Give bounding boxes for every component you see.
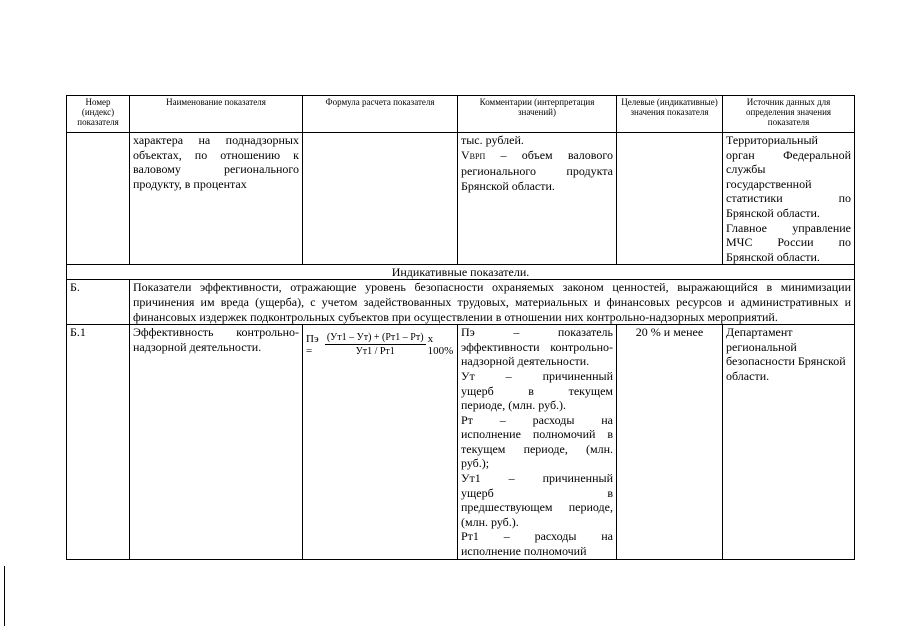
vrp-variable: V	[461, 147, 470, 162]
b1-comment-line: Пэ – показатель	[461, 325, 613, 340]
group-b-row	[67, 280, 855, 325]
b1-comment-line: Рт – расходы на	[461, 412, 613, 427]
vrp-subscript: ВРП	[469, 151, 486, 161]
cont-source-line: Территориальный	[726, 133, 818, 147]
cont-name-line: валовому регионального	[133, 162, 299, 177]
vrp-description: – объем валового регионального продукта Брянской области.	[461, 147, 613, 193]
formula-numerator: (Ут1 – Ут) + (Рт1 – Рт)	[326, 332, 424, 344]
cont-source-line: государственной	[726, 176, 812, 191]
b1-comment-line: исполнение полномочий в текущем периоде, (млн. руб.);	[461, 427, 613, 471]
b1-comment-line: исполнение полномочий	[461, 544, 587, 559]
b1-comment-line: эффективности контрольно-надзорной деятельности.	[461, 339, 613, 369]
b1-index: Б.1	[67, 325, 130, 560]
cont-source-cell	[723, 133, 855, 265]
b1-name: Эффективность контрольно-надзорной деятельности.	[130, 325, 303, 560]
b1-source: Департамент региональной безопасности Брянской области.	[723, 325, 855, 560]
group-b-index: Б.	[67, 280, 130, 325]
b1-comment-line: предшествующем периоде, (млн. руб.).	[461, 500, 613, 529]
row-b1	[67, 325, 855, 560]
cont-source-line: МЧС России по	[726, 235, 851, 250]
b1-comment-line: периоде, (млн. руб.).	[461, 398, 567, 413]
table-header-row	[67, 96, 855, 133]
group-b-text: Показатели эффективности, отражающие уровень безопасности охраняемых законом ценностей, выражающийся в минимизации причинения им вреда (ущерба), с учетом задействованных трудовых, материальных и финансовых ресурсов и административных и финансовых издержек подконтрольных субъектов при осуществлении в отношении них контрольно-надзорных мероприятий.	[130, 280, 855, 325]
header-comments: Комментарии (интерпретация значений)	[458, 96, 617, 133]
cont-name-line: объектах, по отношению к	[133, 147, 299, 162]
cont-name-cell	[130, 133, 303, 265]
table-row-continued	[67, 133, 855, 265]
efficiency-formula	[306, 325, 454, 358]
b1-formula-cell	[303, 325, 458, 560]
formula-denominator: Ут1 / Рт1	[355, 346, 395, 358]
cont-comment-cell	[458, 133, 617, 265]
section-row	[67, 265, 855, 280]
formula-lhs: Пэ =	[306, 332, 319, 357]
cont-source-line: Брянской области.	[726, 249, 820, 264]
cont-source-line: статистики по	[726, 191, 851, 206]
b1-comment-line: ущерб в текущем	[461, 383, 613, 398]
header-name: Наименование показателя	[130, 96, 303, 133]
indicators-table	[66, 95, 855, 560]
cont-name-line: характера на поднадзорных	[133, 133, 299, 147]
cont-formula-cell	[303, 133, 458, 265]
b1-comment-line: Рт1 – расходы на	[461, 529, 613, 544]
header-source: Источник данных для определения значения показателя	[723, 96, 855, 133]
cont-name-line: продукту, в процентах	[133, 176, 247, 191]
section-title: Индикативные показатели.	[67, 265, 855, 280]
header-formula: Формула расчета показателя	[303, 96, 458, 133]
cont-source-line: Брянской области.	[726, 205, 820, 220]
b1-comment-line: Ут1 – причиненный	[461, 471, 613, 486]
cont-comment-line: тыс. рублей.	[461, 133, 524, 147]
formula-fraction	[325, 331, 426, 358]
b1-comment-line: Ут – причиненный	[461, 368, 613, 383]
cont-source-line: орган Федеральной	[726, 147, 851, 162]
header-index: Номер (индекс) показателя	[67, 96, 130, 133]
header-target: Целевые (индикативные) значения показателя	[617, 96, 723, 133]
b1-comment-cell	[458, 325, 617, 560]
cont-target-cell	[617, 133, 723, 265]
b1-target: 20 % и менее	[617, 325, 723, 560]
cont-source-line: Главное управление	[726, 220, 851, 235]
cont-index-cell	[67, 133, 130, 265]
scan-edge-line	[4, 566, 5, 626]
cont-source-line: службы	[726, 162, 766, 177]
formula-multiplier: x 100%	[427, 332, 454, 357]
b1-comment-line: ущерб в	[461, 485, 613, 500]
